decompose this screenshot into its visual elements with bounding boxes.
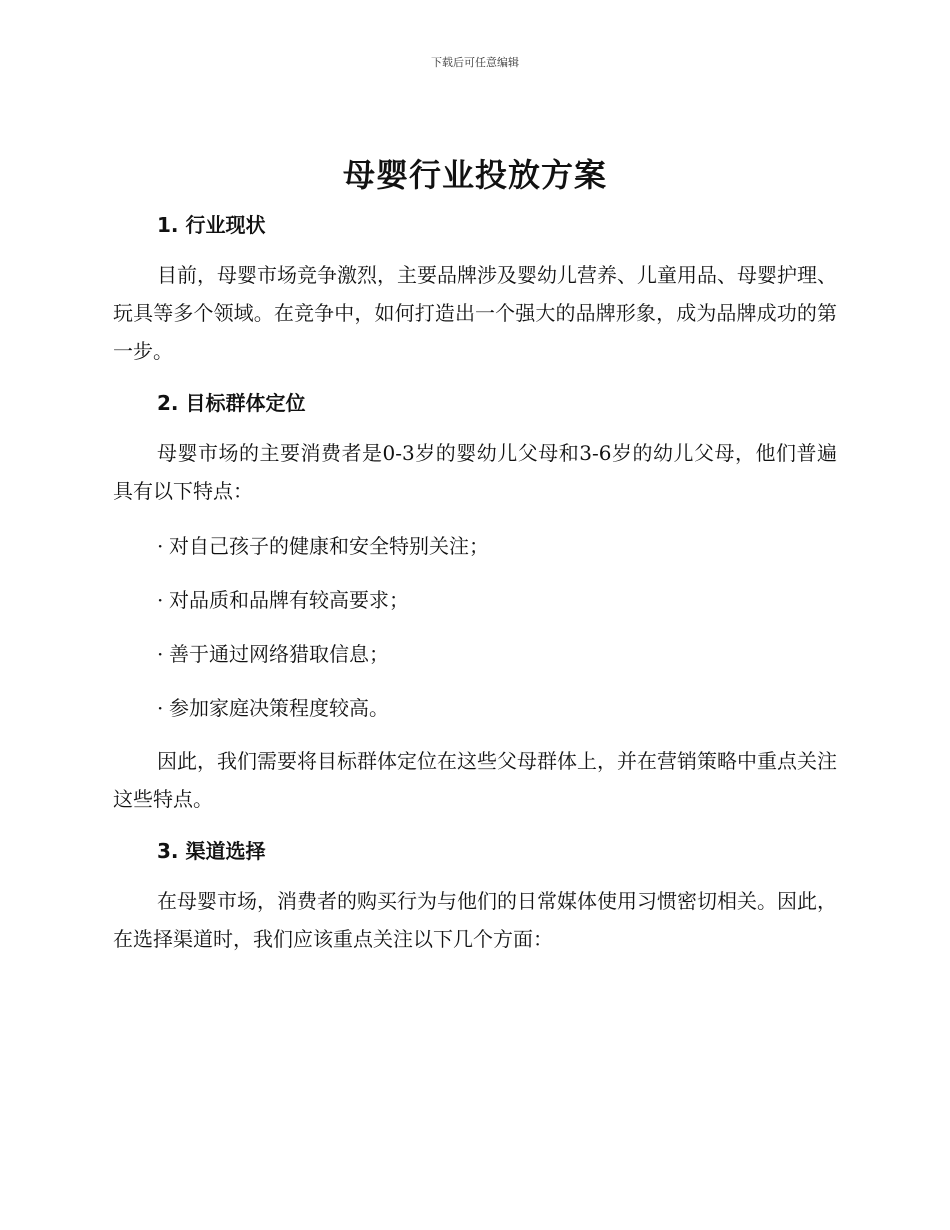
document-title: 母婴行业投放方案	[342, 156, 607, 194]
list-item-text: 参加家庭决策程度较高。	[169, 696, 389, 720]
list-item	[113, 636, 837, 672]
section-heading-target-audience: 2. 目标群体定位	[157, 391, 306, 415]
list-item	[113, 690, 837, 726]
list-item-text: 对自己孩子的健康和安全特别关注；	[169, 534, 489, 558]
bullet-icon: ·	[157, 588, 164, 612]
paragraph-industry-status: 目前，母婴市场竞争激烈，主要品牌涉及婴幼儿营养、儿童用品、母婴护理、玩具等多个领域。在竞争中，如何打造出一个强大的品牌形象，成为品牌成功的第一步。	[113, 263, 837, 363]
paragraph-target-audience-intro: 母婴市场的主要消费者是0-3岁的婴幼儿父母和3-6岁的幼儿父母，他们普遍具有以下特点：	[113, 441, 837, 503]
bullet-icon: ·	[157, 696, 164, 720]
bullet-icon: ·	[157, 534, 164, 558]
list-item	[113, 528, 837, 564]
list-item-text: 善于通过网络猎取信息；	[169, 642, 389, 666]
list-item-text: 对品质和品牌有较高要求；	[169, 588, 409, 612]
paragraph-target-audience-conclusion: 因此，我们需要将目标群体定位在这些父母群体上，并在营销策略中重点关注这些特点。	[113, 749, 837, 811]
section-heading-channel-selection: 3. 渠道选择	[157, 839, 266, 863]
list-item	[113, 582, 837, 618]
document-body	[113, 196, 837, 958]
section-heading-industry-status: 1. 行业现状	[157, 213, 266, 237]
header-note: 下载后可任意编辑	[431, 56, 519, 69]
bullet-icon: ·	[157, 642, 164, 666]
paragraph-channel-selection: 在母婴市场，消费者的购买行为与他们的日常媒体使用习惯密切相关。因此，在选择渠道时，我们应该重点关注以下几个方面：	[113, 889, 837, 951]
